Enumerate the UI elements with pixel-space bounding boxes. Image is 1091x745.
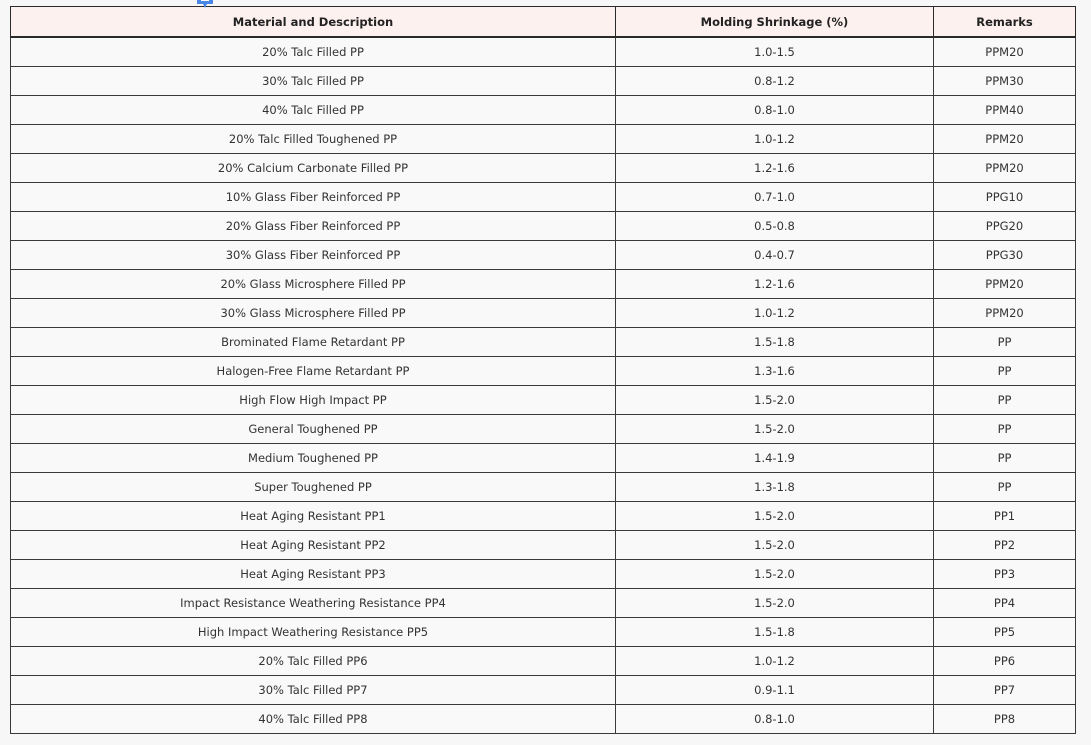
translate-icon[interactable] [195, 0, 215, 8]
cell-remarks: PP7 [934, 676, 1076, 705]
cell-material: Medium Toughened PP [11, 444, 616, 473]
cell-material: 30% Glass Microsphere Filled PP [11, 299, 616, 328]
cell-remarks: PP6 [934, 647, 1076, 676]
cell-shrinkage: 0.8-1.0 [616, 705, 934, 734]
cell-shrinkage: 1.5-2.0 [616, 502, 934, 531]
cell-material: Heat Aging Resistant PP2 [11, 531, 616, 560]
table-row [11, 270, 1076, 299]
cell-shrinkage: 0.8-1.0 [616, 96, 934, 125]
table-row [11, 502, 1076, 531]
cell-shrinkage: 0.8-1.2 [616, 67, 934, 96]
table-row [11, 560, 1076, 589]
cell-remarks: PP [934, 444, 1076, 473]
cell-remarks: PP [934, 328, 1076, 357]
cell-remarks: PPG20 [934, 212, 1076, 241]
cell-material: 20% Talc Filled Toughened PP [11, 125, 616, 154]
cell-shrinkage: 1.5-2.0 [616, 589, 934, 618]
cell-remarks: PPM20 [934, 299, 1076, 328]
cell-remarks: PPM20 [934, 125, 1076, 154]
cell-shrinkage: 0.7-1.0 [616, 183, 934, 212]
cell-remarks: PP5 [934, 618, 1076, 647]
cell-shrinkage: 0.4-0.7 [616, 241, 934, 270]
cell-material: Super Toughened PP [11, 473, 616, 502]
cell-shrinkage: 1.4-1.9 [616, 444, 934, 473]
cell-material: General Toughened PP [11, 415, 616, 444]
header-row [11, 7, 1076, 38]
cell-shrinkage: 1.0-1.5 [616, 37, 934, 67]
cell-material: 30% Talc Filled PP [11, 67, 616, 96]
cell-material: 20% Talc Filled PP [11, 37, 616, 67]
cell-material: 10% Glass Fiber Reinforced PP [11, 183, 616, 212]
cell-material: Halogen-Free Flame Retardant PP [11, 357, 616, 386]
cell-shrinkage: 1.0-1.2 [616, 647, 934, 676]
shrinkage-table [10, 6, 1076, 734]
cell-shrinkage: 0.9-1.1 [616, 676, 934, 705]
cell-material: Impact Resistance Weathering Resistance PP4 [11, 589, 616, 618]
cell-remarks: PP [934, 415, 1076, 444]
cell-material: 20% Glass Fiber Reinforced PP [11, 212, 616, 241]
cell-shrinkage: 1.2-1.6 [616, 270, 934, 299]
cell-remarks: PPM20 [934, 37, 1076, 67]
cell-material: 40% Talc Filled PP [11, 96, 616, 125]
cell-remarks: PP3 [934, 560, 1076, 589]
table-row [11, 444, 1076, 473]
cell-shrinkage: 1.0-1.2 [616, 125, 934, 154]
table-row [11, 37, 1076, 67]
table-row [11, 473, 1076, 502]
table-row [11, 67, 1076, 96]
table-row [11, 386, 1076, 415]
cell-remarks: PP4 [934, 589, 1076, 618]
table-row [11, 183, 1076, 212]
table-row [11, 415, 1076, 444]
table-row [11, 299, 1076, 328]
cell-remarks: PPG30 [934, 241, 1076, 270]
table-row [11, 125, 1076, 154]
cell-material: 20% Talc Filled PP6 [11, 647, 616, 676]
cell-shrinkage: 1.0-1.2 [616, 299, 934, 328]
table-row [11, 618, 1076, 647]
header-remarks: Remarks [934, 7, 1076, 38]
table-row [11, 647, 1076, 676]
cell-remarks: PP1 [934, 502, 1076, 531]
cell-material: Heat Aging Resistant PP1 [11, 502, 616, 531]
header-shrinkage: Molding Shrinkage (%) [616, 7, 934, 38]
cell-shrinkage: 1.3-1.8 [616, 473, 934, 502]
table-body [11, 37, 1076, 734]
cell-remarks: PPM20 [934, 154, 1076, 183]
cell-shrinkage: 1.5-2.0 [616, 415, 934, 444]
table-row [11, 357, 1076, 386]
cell-remarks: PP [934, 357, 1076, 386]
cell-material: 30% Talc Filled PP7 [11, 676, 616, 705]
cell-material: 40% Talc Filled PP8 [11, 705, 616, 734]
cell-material: High Flow High Impact PP [11, 386, 616, 415]
table-row [11, 241, 1076, 270]
cell-shrinkage: 1.5-1.8 [616, 618, 934, 647]
cell-material: 20% Calcium Carbonate Filled PP [11, 154, 616, 183]
cell-material: Heat Aging Resistant PP3 [11, 560, 616, 589]
header-material: Material and Description [11, 7, 616, 38]
cell-material: High Impact Weathering Resistance PP5 [11, 618, 616, 647]
table-row [11, 676, 1076, 705]
cell-shrinkage: 1.5-2.0 [616, 560, 934, 589]
cell-remarks: PP [934, 473, 1076, 502]
table-row [11, 589, 1076, 618]
cell-shrinkage: 1.5-2.0 [616, 386, 934, 415]
cell-shrinkage: 1.5-2.0 [616, 531, 934, 560]
cell-shrinkage: 1.3-1.6 [616, 357, 934, 386]
cell-material: Brominated Flame Retardant PP [11, 328, 616, 357]
cell-remarks: PP [934, 386, 1076, 415]
cell-remarks: PPM30 [934, 67, 1076, 96]
table-row [11, 212, 1076, 241]
cell-remarks: PP8 [934, 705, 1076, 734]
table-row [11, 96, 1076, 125]
table-row [11, 531, 1076, 560]
cell-remarks: PP2 [934, 531, 1076, 560]
table-row [11, 705, 1076, 734]
table-row [11, 328, 1076, 357]
cell-shrinkage: 1.2-1.6 [616, 154, 934, 183]
cell-material: 30% Glass Fiber Reinforced PP [11, 241, 616, 270]
cell-remarks: PPM20 [934, 270, 1076, 299]
cell-shrinkage: 0.5-0.8 [616, 212, 934, 241]
cell-shrinkage: 1.5-1.8 [616, 328, 934, 357]
cell-remarks: PPM40 [934, 96, 1076, 125]
table-row [11, 154, 1076, 183]
cell-material: 20% Glass Microsphere Filled PP [11, 270, 616, 299]
cell-remarks: PPG10 [934, 183, 1076, 212]
